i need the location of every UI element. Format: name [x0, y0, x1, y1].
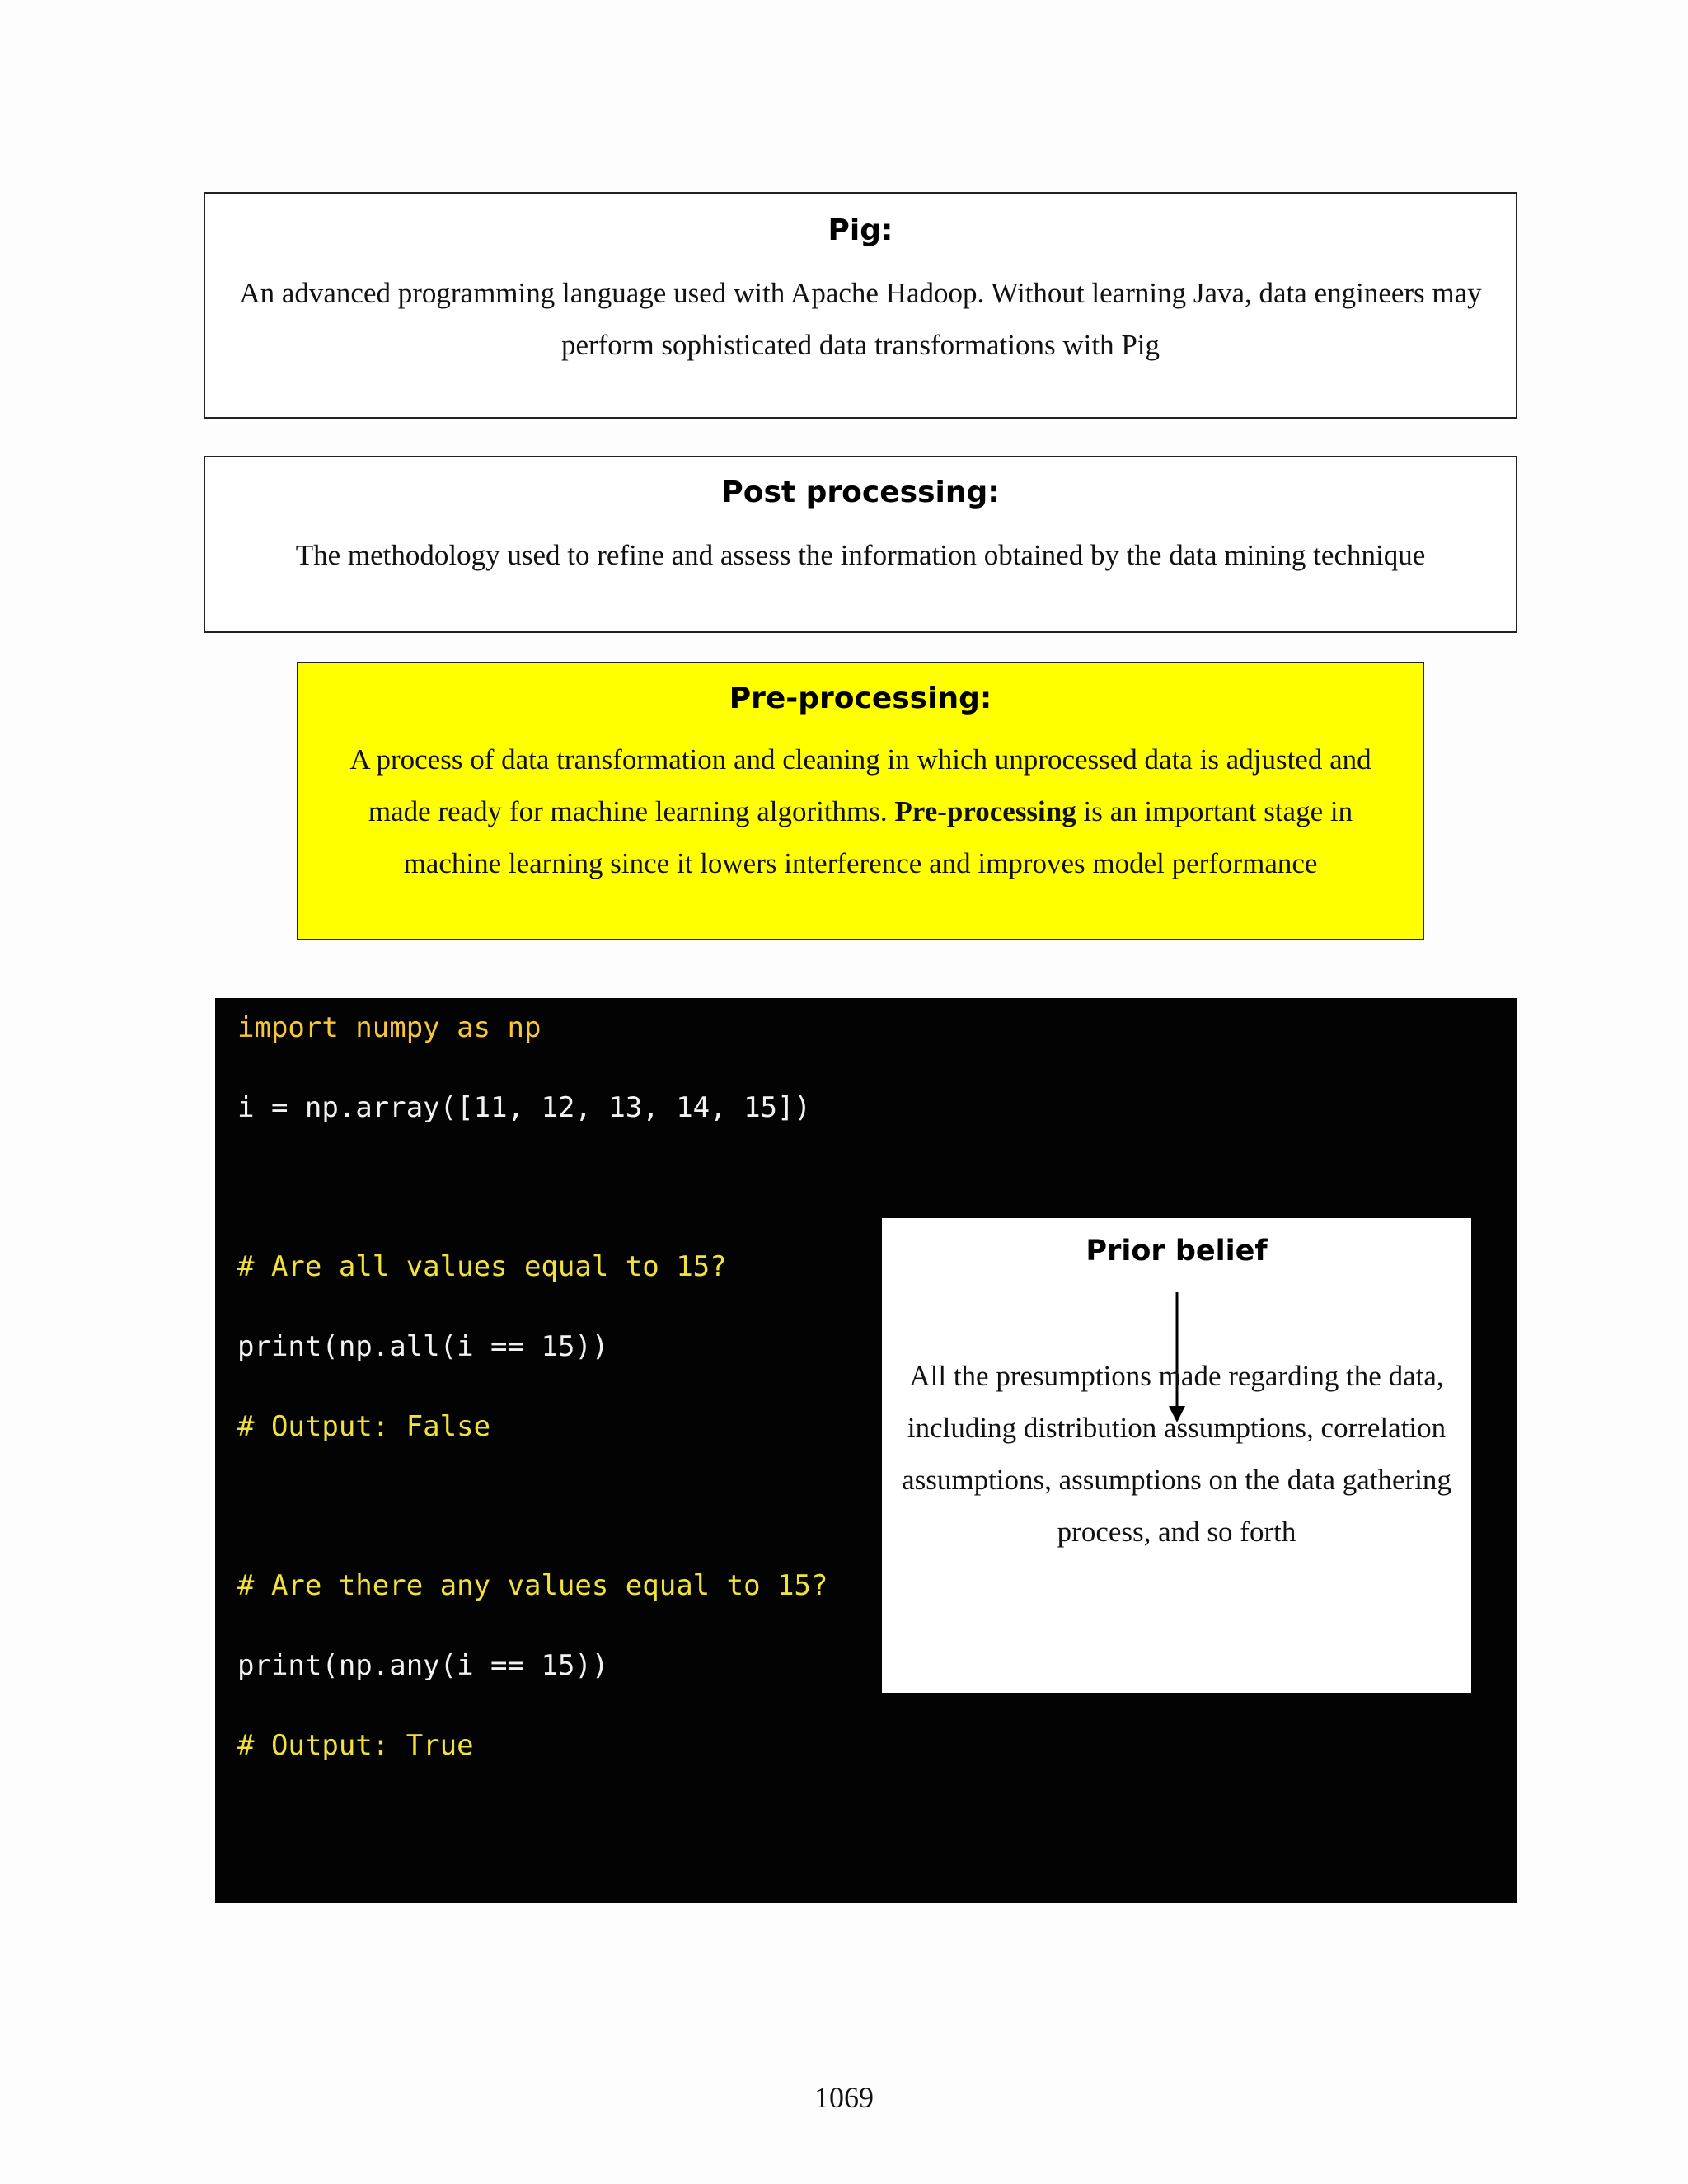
prior-belief-title: Prior belief — [1085, 1235, 1268, 1268]
code-line-comment-all: # Are all values equal to 15? — [237, 1250, 727, 1283]
pig-title: Pig: — [828, 213, 893, 247]
post-processing-title: Post processing: — [721, 476, 1000, 509]
page-number: 1069 — [814, 2081, 874, 2114]
pre-processing-body — [298, 733, 1423, 889]
post-processing-definition-box — [204, 456, 1517, 633]
code-line-output-false: # Output: False — [237, 1410, 491, 1443]
code-line-import: import numpy as np — [237, 1011, 542, 1044]
pig-body: An advanced programming language used with Apache Hadoop. Without learning Java, data engineers may perform sophisticated data transformations with Pig — [239, 277, 1482, 361]
pre-processing-definition-box — [297, 662, 1424, 940]
code-line-print-all: print(np.all(i == 15)) — [237, 1330, 609, 1363]
prior-belief-body: All the presumptions made regarding the data, including distribution assumptions, correlation assumptions, assumptions on the data gathering process, and so forth — [902, 1360, 1451, 1548]
pre-processing-body-part1: A process of data transformation and cleaning in which unprocessed data is adjusted and made ready for machine learning algorithms. — [349, 743, 1372, 827]
prior-belief-box — [882, 1218, 1471, 1693]
code-line-print-any: print(np.any(i == 15)) — [237, 1649, 609, 1682]
post-processing-body: The methodology used to refine and assess the information obtained by the data mining technique — [295, 539, 1426, 571]
pre-processing-body-bold: Pre-processing — [894, 795, 1076, 827]
pre-processing-body-part2: is an important stage in machine learning since it lowers interference and improves model performance — [403, 795, 1353, 879]
code-line-comment-any: # Are there any values equal to 15? — [237, 1569, 828, 1602]
pre-processing-title: Pre-processing: — [729, 682, 992, 715]
pig-definition-box — [204, 192, 1517, 419]
code-line-array: i = np.array([11, 12, 13, 14, 15]) — [237, 1091, 811, 1124]
code-line-output-true: # Output: True — [237, 1729, 474, 1762]
